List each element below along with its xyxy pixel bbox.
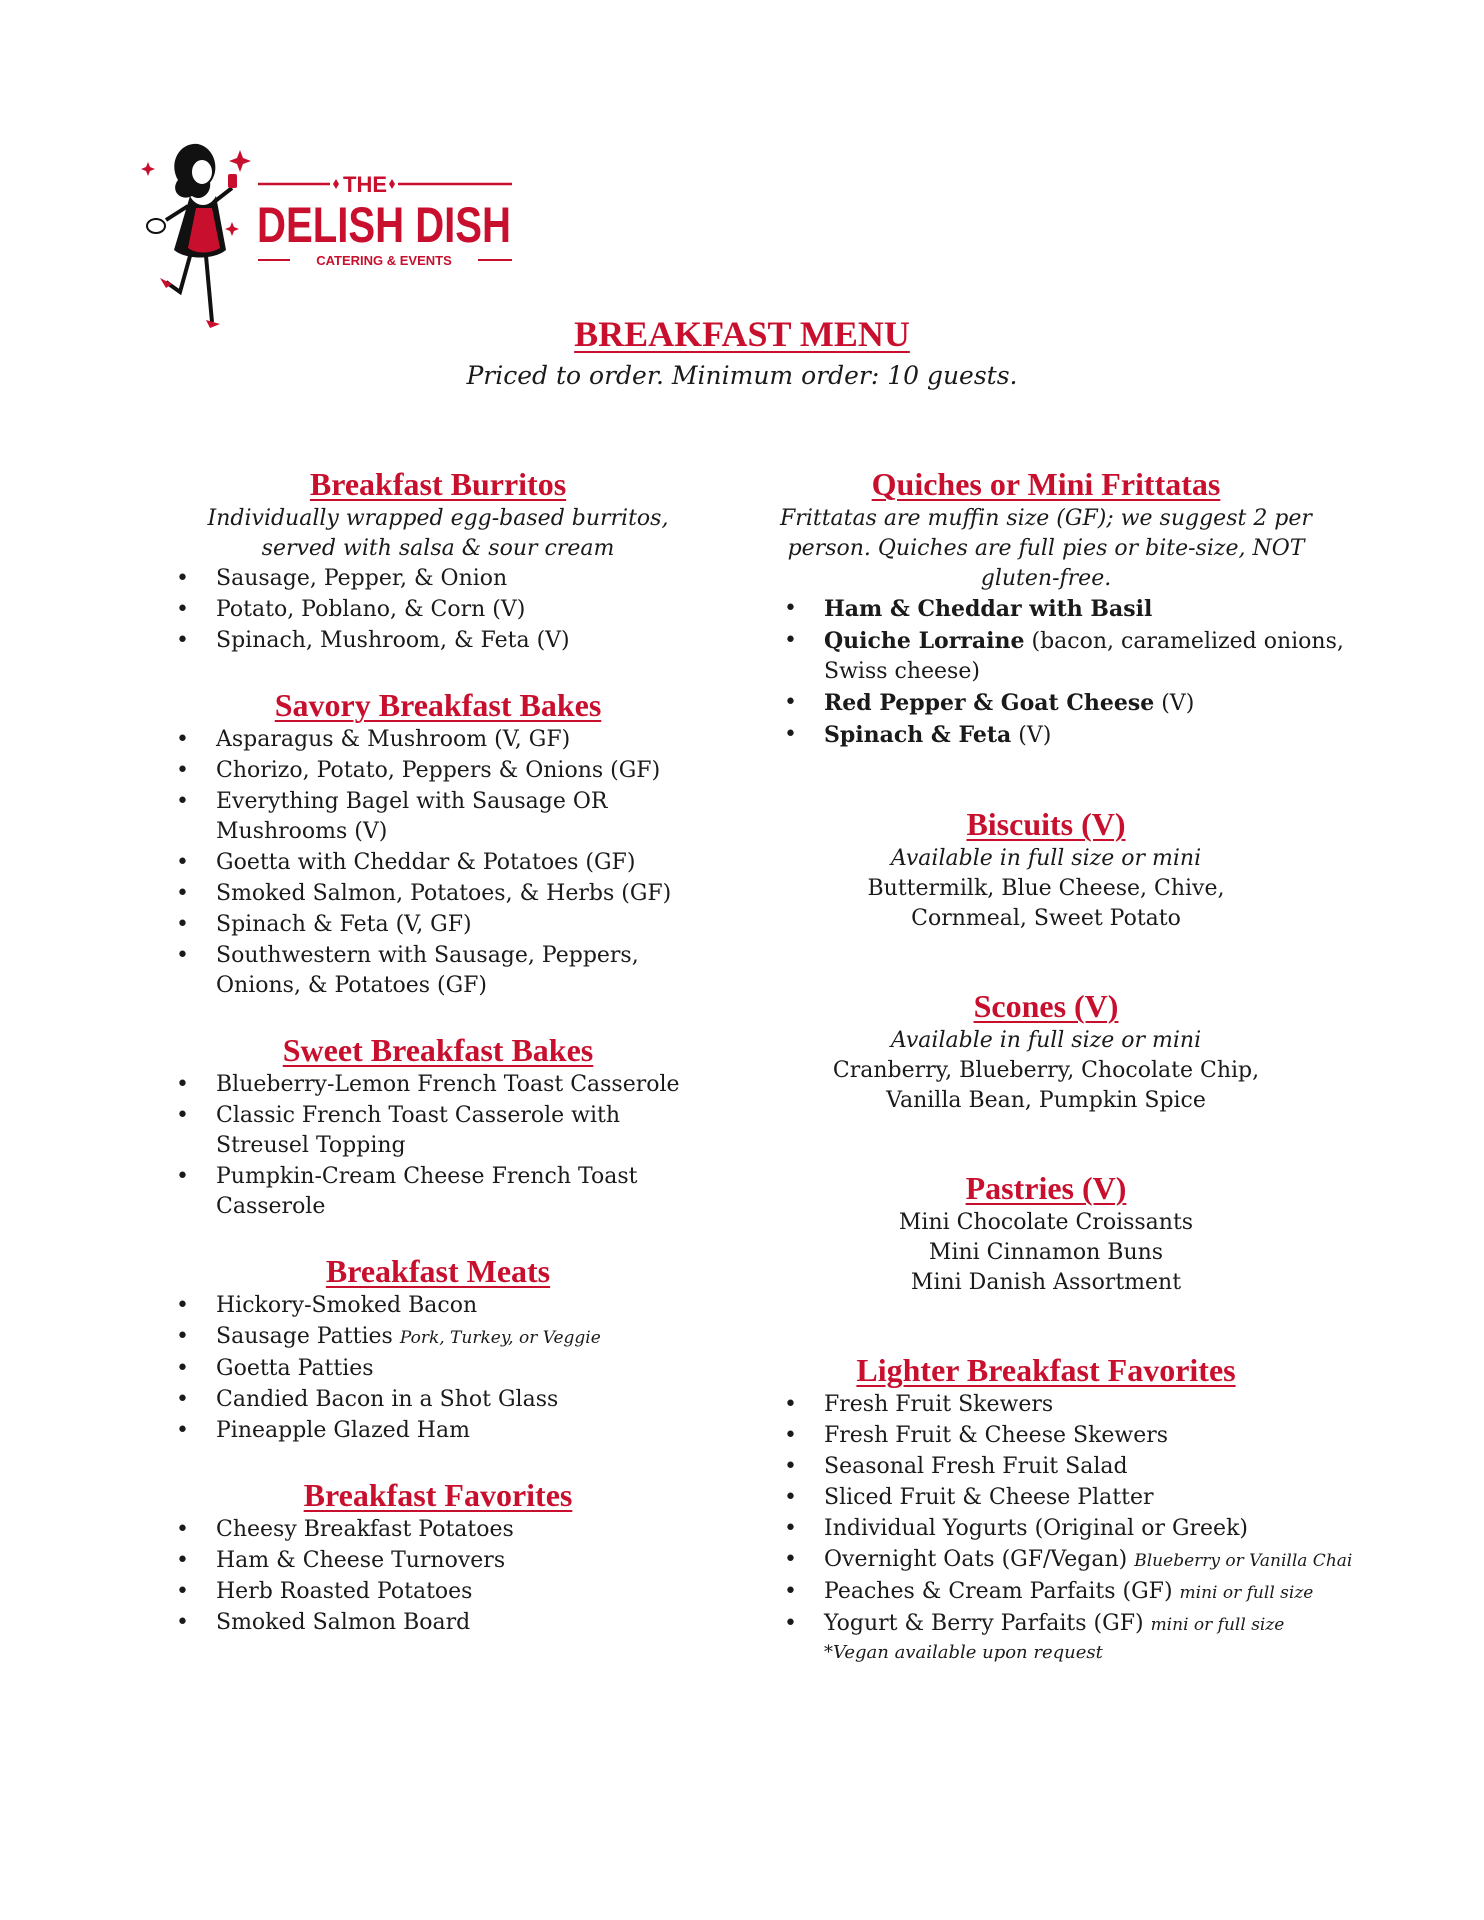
list-item: • Blueberry-Lemon French Toast Casserole xyxy=(216,1070,708,1100)
list-item: • Pumpkin-Cream Cheese French Toast Casserole xyxy=(216,1162,708,1222)
item-text: Peaches & Cream Parfaits (GF) xyxy=(824,1579,1173,1604)
list-item: • Herb Roasted Potatoes xyxy=(216,1577,708,1607)
list-item xyxy=(824,688,1344,719)
list-item xyxy=(824,1545,1404,1576)
item-text: Candied Bacon in a Shot Glass xyxy=(216,1387,559,1412)
item-name: Ham & Cheddar with Basil xyxy=(824,596,1153,622)
item-detail: (bacon, caramelized onions, Swiss cheese) xyxy=(824,629,1344,684)
section-title: Savory Breakfast Bakes xyxy=(274,687,602,723)
item-note: mini or full size xyxy=(1179,1583,1314,1603)
list-item xyxy=(216,1291,708,1321)
list-item xyxy=(216,1322,708,1353)
section-breakfast-meats xyxy=(168,1251,708,1446)
list-item xyxy=(824,1452,1404,1482)
item-name: Red Pepper & Goat Cheese xyxy=(824,690,1155,716)
section-title: Lighter Breakfast Favorites xyxy=(856,1352,1236,1388)
flavor-line: Cranberry, Blueberry, Chocolate Chip, xyxy=(832,1058,1260,1083)
list-item xyxy=(216,1354,708,1384)
list-item xyxy=(824,1514,1404,1544)
item-text: Yogurt & Berry Parfaits (GF) xyxy=(824,1611,1144,1636)
list-item: • Classic French Toast Casserole with Streusel Topping xyxy=(216,1101,708,1161)
list-item: • Chorizo, Potato, Peppers & Onions (GF) xyxy=(216,756,708,786)
list-item xyxy=(824,594,1344,625)
section-title: Scones (V) xyxy=(973,988,1119,1024)
item-text: Sausage Patties xyxy=(216,1324,393,1349)
list-item xyxy=(824,1609,1404,1640)
item-detail: (V) xyxy=(1154,691,1195,716)
list-item xyxy=(824,720,1344,751)
list-item: • Southwestern with Sausage, Peppers, Onions, & Potatoes (GF) xyxy=(216,941,708,1001)
list-item: • Smoked Salmon Board xyxy=(216,1608,708,1638)
list-item: • Spinach, Mushroom, & Feta (V) xyxy=(216,626,708,656)
item-list xyxy=(168,1291,708,1446)
section-biscuits xyxy=(776,804,1396,934)
pastry-line: Mini Danish Assortment xyxy=(910,1270,1182,1295)
logo-main: DELISH DISH xyxy=(257,197,511,253)
list-item: • Goetta with Cheddar & Potatoes (GF) xyxy=(216,848,708,878)
section-description: Individually wrapped egg-based burritos, served with salsa & sour cream xyxy=(207,506,669,561)
item-text: Seasonal Fresh Fruit Salad xyxy=(824,1454,1128,1479)
section-sweet-bakes xyxy=(168,1030,708,1222)
flavor-line: Cornmeal, Sweet Potato xyxy=(911,906,1181,931)
section-breakfast-burritos xyxy=(168,464,708,656)
section-scones xyxy=(776,986,1396,1116)
section-title: Sweet Breakfast Bakes xyxy=(282,1032,594,1068)
item-text: Sliced Fruit & Cheese Platter xyxy=(824,1485,1154,1510)
list-item xyxy=(824,1421,1404,1451)
section-title: Pastries (V) xyxy=(965,1170,1127,1206)
item-text: Overnight Oats (GF/Vegan) xyxy=(824,1547,1128,1572)
item-text: Goetta Patties xyxy=(216,1356,374,1381)
section-title: Breakfast Meats xyxy=(325,1253,551,1289)
section-quiches xyxy=(776,464,1396,751)
item-list xyxy=(168,1515,708,1638)
list-item xyxy=(824,1577,1404,1608)
list-item: • Cheesy Breakfast Potatoes xyxy=(216,1515,708,1545)
flavor-line: Buttermilk, Blue Cheese, Chive, xyxy=(867,876,1225,901)
right-column xyxy=(776,464,1396,1665)
list-item: • Everything Bagel with Sausage OR Mushrooms (V) xyxy=(216,787,708,847)
logo-tagline: CATERING & EVENTS xyxy=(316,253,452,268)
section-description: Available in full size or mini xyxy=(890,1028,1202,1053)
list-item xyxy=(824,1483,1404,1513)
item-text: Pineapple Glazed Ham xyxy=(216,1418,470,1443)
list-item: • Ham & Cheese Turnovers xyxy=(216,1546,708,1576)
item-note: mini or full size xyxy=(1150,1615,1285,1635)
pastry-line: Mini Chocolate Croissants xyxy=(898,1210,1194,1235)
item-note: Pork, Turkey, or Veggie xyxy=(399,1328,601,1348)
item-list xyxy=(168,564,708,656)
section-title: Biscuits (V) xyxy=(966,806,1126,842)
list-item xyxy=(824,626,1344,687)
list-item xyxy=(824,1390,1404,1420)
item-list xyxy=(168,725,708,1001)
menu-header xyxy=(0,312,1484,392)
item-list xyxy=(776,1390,1404,1640)
list-item: • Spinach & Feta (V, GF) xyxy=(216,910,708,940)
section-savory-bakes xyxy=(168,685,708,1001)
page-subtitle: Priced to order. Minimum order: 10 guests. xyxy=(466,361,1018,390)
list-item xyxy=(216,1416,708,1446)
pastry-line: Mini Cinnamon Buns xyxy=(928,1240,1164,1265)
list-item xyxy=(216,1385,708,1415)
item-text: Fresh Fruit & Cheese Skewers xyxy=(824,1423,1169,1448)
section-title: Quiches or Mini Frittatas xyxy=(871,466,1221,502)
section-breakfast-favorites xyxy=(168,1475,708,1638)
flavor-line: Vanilla Bean, Pumpkin Spice xyxy=(886,1088,1206,1113)
pinup-figure-icon xyxy=(141,144,251,328)
item-detail: (V) xyxy=(1011,723,1052,748)
item-list xyxy=(776,594,1344,751)
item-name: Spinach & Feta xyxy=(824,722,1012,748)
list-item: • Smoked Salmon, Potatoes, & Herbs (GF) xyxy=(216,879,708,909)
section-description: Frittatas are muffin size (GF); we suggest 2 per person. Quiches are full pies or bite-size, NOT gluten-free. xyxy=(780,506,1312,591)
left-column xyxy=(168,464,708,1639)
vegan-footnote: *Vegan available upon request xyxy=(824,1642,1103,1663)
list-item: • Asparagus & Mushroom (V, GF) xyxy=(216,725,708,755)
section-lighter-favorites xyxy=(776,1350,1396,1665)
section-description: Available in full size or mini xyxy=(890,846,1202,871)
section-pastries xyxy=(776,1168,1396,1298)
section-title: Breakfast Favorites xyxy=(303,1477,573,1513)
list-item: • Sausage, Pepper, & Onion xyxy=(216,564,708,594)
item-note: Blueberry or Vanilla Chai xyxy=(1134,1551,1353,1571)
logo-the: THE xyxy=(343,172,387,197)
list-item: • Potato, Poblano, & Corn (V) xyxy=(216,595,708,625)
item-list xyxy=(168,1070,708,1222)
item-text: Fresh Fruit Skewers xyxy=(824,1392,1054,1417)
page-title: BREAKFAST MENU xyxy=(574,314,910,354)
item-name: Quiche Lorraine xyxy=(824,628,1025,654)
item-text: Hickory-Smoked Bacon xyxy=(216,1293,478,1318)
section-title: Breakfast Burritos xyxy=(309,466,567,502)
item-text: Individual Yogurts (Original or Greek) xyxy=(824,1516,1248,1541)
